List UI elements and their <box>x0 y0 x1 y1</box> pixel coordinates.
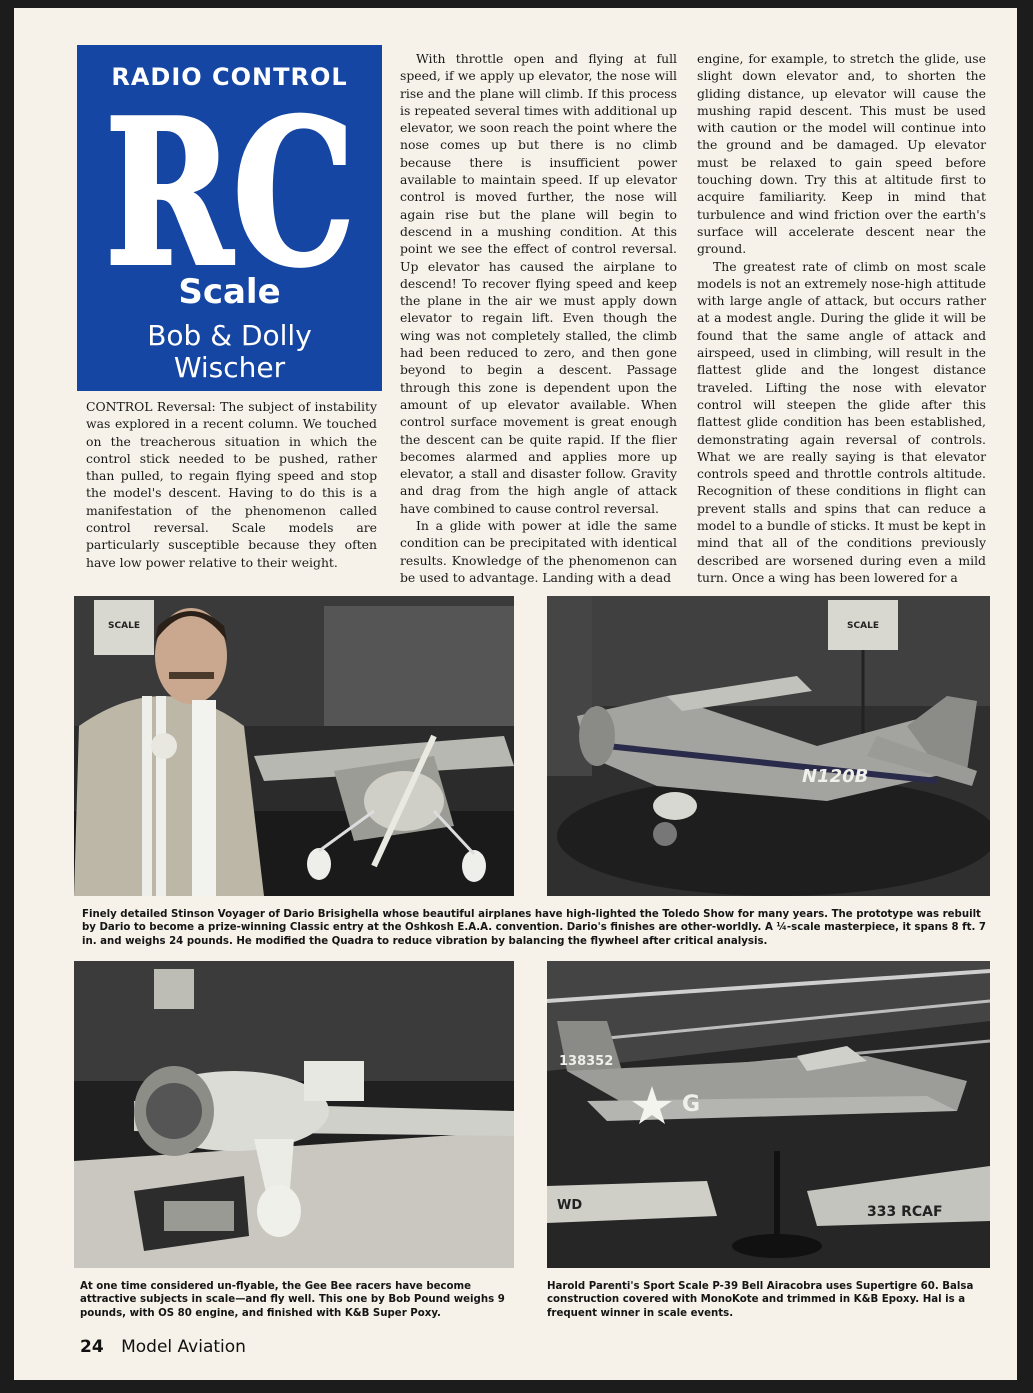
photo-p39-airacobra <box>547 961 990 1268</box>
page-number: 24 <box>80 1337 104 1357</box>
paragraph: CONTROL Reversal: The subject of instability was explored in a recent column. We touched on the treacherous situation in which the control stick needed to be pushed, rather than pulled, to regain flying speed and stop the model's descent. Having to do this is a manifestation of the phenomenon called control reversal. Scale models are particularly susceptible because they often have low power relative to their weight. <box>86 399 377 570</box>
paragraph: engine, for example, to stretch the glide, use slight down elevator and, to shorten the gliding distance, up elevator will cause the mushing rapid descent. This must be used with caution or the model will continue into the ground and be damaged. Up elevator must be relaxed to gain speed before touching down. Try this at altitude first to acquire familiarity. Keep in mind that turbulence and wind friction over the earth's surface will accelerate descent near the ground. <box>697 51 986 257</box>
authors <box>77 320 382 384</box>
article-column-1 <box>86 398 377 571</box>
page-footer <box>80 1337 246 1357</box>
registration-text: N120B <box>802 766 869 787</box>
caption-gee-bee: At one time considered un-flyable, the Gee Bee racers have become attractive subjects in scale—and fly well. This one by Bob Pound weighs 9 pounds, with OS 80 engine, and finished with K&B Super Poxy. <box>80 1281 505 1319</box>
rc-logo-text: RC <box>105 97 355 275</box>
paragraph: The greatest rate of climb on most scale models is not an extremely nose-high attitude with large angle of attack, but occurs rather at a modest angle. During the glide it will be found that the same angle of attack and airspeed, used in climbing, will result in the flattest glide and the longest distance traveled. Lifting the nose with elevator control will steepen the glide after this flattest glide condition has been established, demonstrating again reversal of controls. What we are really saying is that elevator controls speed and throttle controls altitude. Recognition of these conditions in flight can prevent stalls and spins that can reduce a model to a bundle of sticks. It must be kept in mind that all of the conditions previously described are worsened during even a mild turn. Once a wing has been lowered for a <box>697 258 986 585</box>
article-column-3 <box>697 50 986 586</box>
magazine-name: Model Aviation <box>121 1337 246 1357</box>
paragraph: In a glide with power at idle the same condition can be precipitated with identical results. Knowledge of the phenomenon can be used to advantage. Landing with a dead <box>400 518 677 585</box>
caption-stinson: Finely detailed Stinson Voyager of Dario Brisighella whose beautiful airplanes have high-lighted the Toledo Show for many years. The prototype was rebuilt by Dario to become a prize-winning Classic entry at the Oshkosh E.A.A. convention. Dario's finishes are other-worldly. A ¼-scale masterpiece, it spans 8 ft. 7 in. and weighs 24 pounds. He modified the Quadra to reduce vibration by balancing the flywheel after critical analysis. <box>82 909 986 947</box>
rc-logo <box>99 97 361 275</box>
magazine-page <box>14 8 1017 1380</box>
photo-stinson-voyager <box>547 596 990 896</box>
photo-stinson-with-builder <box>74 596 514 896</box>
sign-text: SCALE <box>847 621 879 631</box>
paragraph: With throttle open and flying at full speed, if we apply up elevator, the nose will rise and the plane will climb. If this process is repeated several times with additional up elevator, we soon reach the point where the nose comes up but there is no climb because there is insufficient power available to maintain speed. If up elevator control is moved further, the nose will again rise but the plane will begin to descend in a mushing condition. At this point we see the effect of control reversal. Up elevator has caused the airplane to descend! To recover flying speed and keep the plane in the air we must apply down elevator to regain lift. Even though the wing was not completely stalled, the climb had been reduced to zero, and then gone beyond to begin a descent. Passage through this zone is dependent upon the amount of up elevator available. When control surface movement is great enough the descent can be quite rapid. If the flier becomes alarmed and applies more up elevator, a stall and disaster follow. Gravity and drag from the high angle of attack have combined to cause control reversal. <box>400 51 677 516</box>
sign-text: SCALE <box>108 621 140 631</box>
caption-p39: Harold Parenti's Sport Scale P-39 Bell Airacobra uses Supertigre 60. Balsa construction covered with MonoKote and trimmed in K&B Epoxy. Hal is a frequent winner in scale events. <box>547 1281 974 1319</box>
code-text: WD <box>557 1198 583 1213</box>
section-name: Scale <box>178 272 281 312</box>
fuselage-letter: G <box>682 1092 701 1117</box>
article-column-2 <box>400 50 677 586</box>
column-header <box>77 45 382 391</box>
photo-gee-bee-racer <box>74 961 514 1268</box>
serial-text: 138352 <box>559 1054 614 1069</box>
department-title: RADIO CONTROL <box>111 63 348 91</box>
author-line: Bob & Dolly <box>147 319 312 352</box>
author-line: Wischer <box>173 351 286 384</box>
rcaf-text: 333 RCAF <box>867 1204 943 1220</box>
